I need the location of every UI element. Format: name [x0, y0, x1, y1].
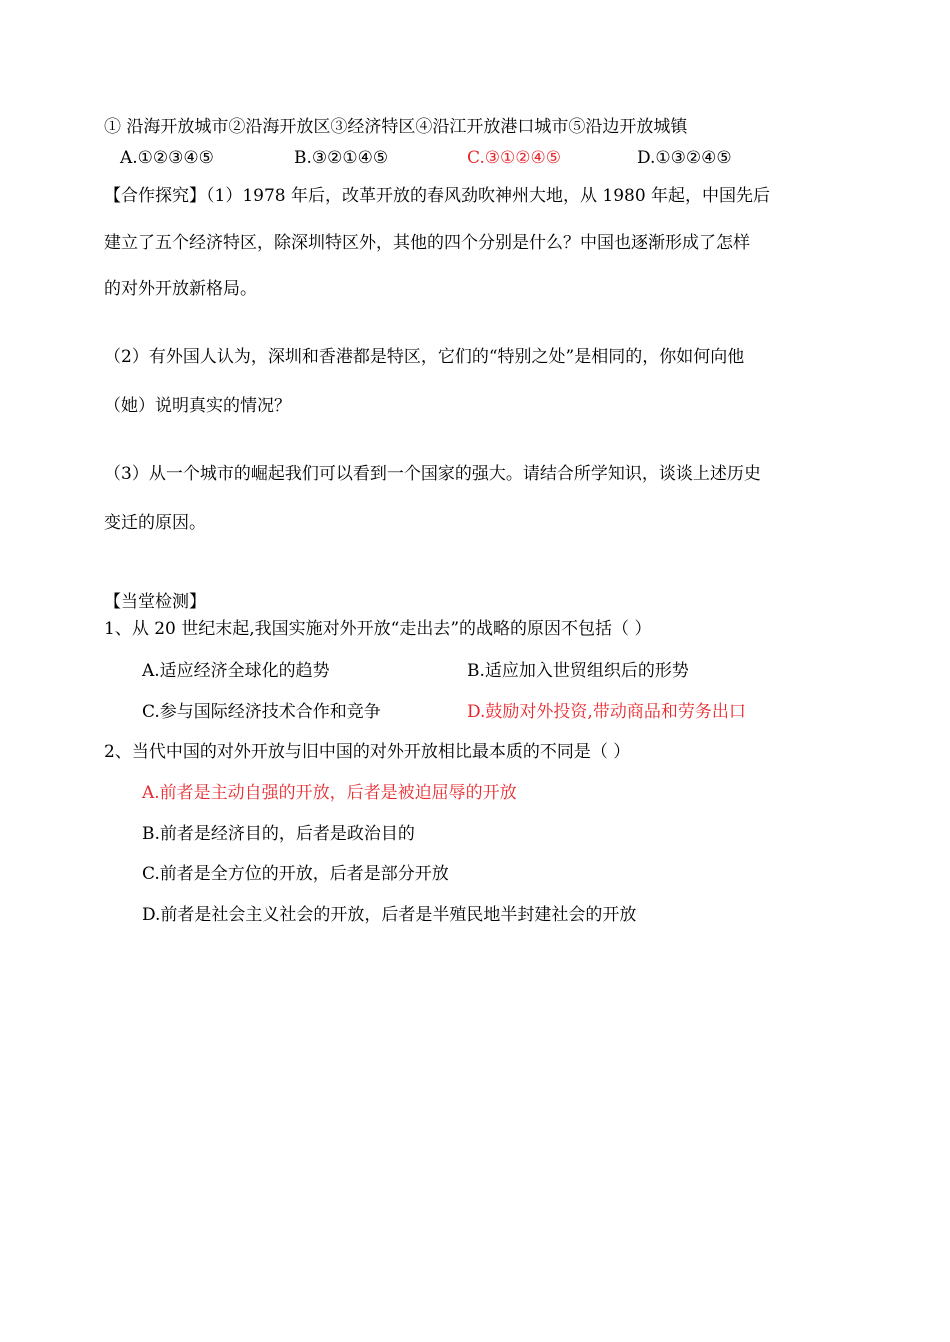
cooperative-p1-line3: 的对外开放新格局。 [104, 279, 257, 299]
option-b: B.③②①④⑤ [294, 148, 389, 168]
q2-option-a-answer: A.前者是主动自强的开放，后者是被迫屈辱的开放 [142, 783, 517, 803]
q2-option-b: B.前者是经济目的，后者是政治目的 [142, 824, 415, 844]
q1-option-d-answer: D.鼓励对外投资,带动商品和劳务出口 [467, 702, 746, 722]
option-d: D.①③②④⑤ [637, 148, 732, 168]
q1-option-b: B.适应加入世贸组织后的形势 [467, 661, 689, 681]
cooperative-p1-line1: 【合作探究】（1）1978 年后，改革开放的春风劲吹神州大地，从 1980 年起，中国先后 [104, 186, 771, 206]
cooperative-p1-line2: 建立了五个经济特区，除深圳特区外，其他的四个分别是什么？中国也逐渐形成了怎样 [104, 233, 750, 253]
q2-option-d: D.前者是社会主义社会的开放，后者是半殖民地半封建社会的开放 [142, 905, 637, 925]
q1-option-a: A.适应经济全球化的趋势 [142, 661, 330, 681]
test-heading: 【当堂检测】 [104, 592, 206, 612]
cooperative-p3-line1: （3）从一个城市的崛起我们可以看到一个国家的强大。请结合所学知识，谈谈上述历史 [104, 464, 761, 484]
option-a: A.①②③④⑤ [120, 148, 214, 168]
cooperative-p2-line1: （2）有外国人认为，深圳和香港都是特区，它们的“特别之处”是相同的，你如何向他 [104, 347, 745, 367]
question-items-line: ① 沿海开放城市②沿海开放区③经济特区④沿江开放港口城市⑤沿边开放城镇 [104, 117, 688, 137]
cooperative-p3-line2: 变迁的原因。 [104, 513, 206, 533]
q2-option-c: C.前者是全方位的开放，后者是部分开放 [142, 864, 449, 884]
q1-option-c: C.参与国际经济技术合作和竞争 [142, 702, 381, 722]
q1-stem: 1、从 20 世纪末起,我国实施对外开放“走出去”的战略的原因不包括（ ） [104, 619, 652, 639]
cooperative-p2-line2: （她）说明真实的情况？ [104, 396, 291, 416]
q2-stem: 2、当代中国的对外开放与旧中国的对外开放相比最本质的不同是（ ） [104, 742, 631, 762]
option-c-answer: C.③①②④⑤ [467, 148, 562, 168]
